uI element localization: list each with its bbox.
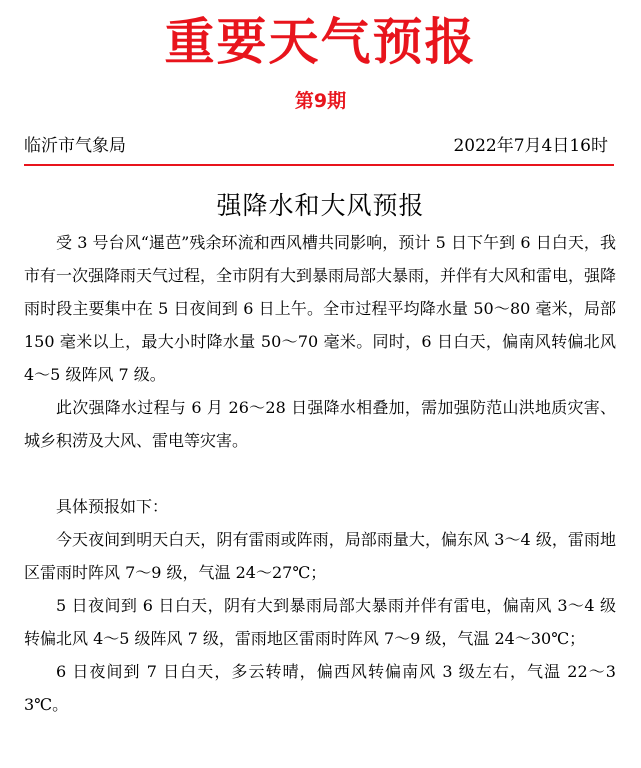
forecast-item-6th: 6 日夜间到 7 日白天，多云转晴，偏西风转偏南风 3 级左右，气温 22～33℃。 xyxy=(24,662,616,714)
issuer-name: 临沂市气象局 xyxy=(24,136,126,156)
paragraph-overview: 受 3 号台风“暹芭”残余环流和西风槽共同影响，预计 5 日下午到 6 日白天，我市有一次强降雨天气过程，全市阴有大到暴雨局部大暴雨，并伴有大风和雷电，强降雨时段主要集中在 5 日夜间到 6 日上午。全市过程平均降水量 50～80 毫米，局部 150 毫米以上，最大小时降水量 50～70 毫米。同时，6 日白天，偏南风转偏北风 4～5 级阵风 7 级。 xyxy=(24,233,617,384)
paragraph-warning: 此次强降水过程与 6 月 26～28 日强降水相叠加，需加强防范山洪地质灾害、城乡积涝及大风、雷电等灾害。 xyxy=(24,398,616,450)
article-title: 强降水和大风预报 xyxy=(216,191,425,220)
article-body xyxy=(24,226,616,721)
forecast-intro: 具体预报如下： xyxy=(56,497,169,516)
red-divider xyxy=(24,164,614,166)
issue-datetime: 2022年7月4日16时 xyxy=(453,136,608,156)
forecast-item-tonight: 今天夜间到明天白天，阴有雷雨或阵雨，局部雨量大，偏东风 3～4 级，雷雨地区雷雨时阵风 7～9 级，气温 24～27℃； xyxy=(24,530,616,582)
issue-number: 第9期 xyxy=(294,90,347,112)
issuer-row xyxy=(24,133,608,159)
masthead-title: 重要天气预报 xyxy=(164,13,477,71)
forecast-item-5th: 5 日夜间到 6 日白天，阴有大到暴雨局部大暴雨并伴有雷电，偏南风 3～4 级转偏北风 4～5 级阵风 7 级，雷雨地区雷雨时阵风 7～9 级，气温 24～30℃； xyxy=(24,596,616,648)
